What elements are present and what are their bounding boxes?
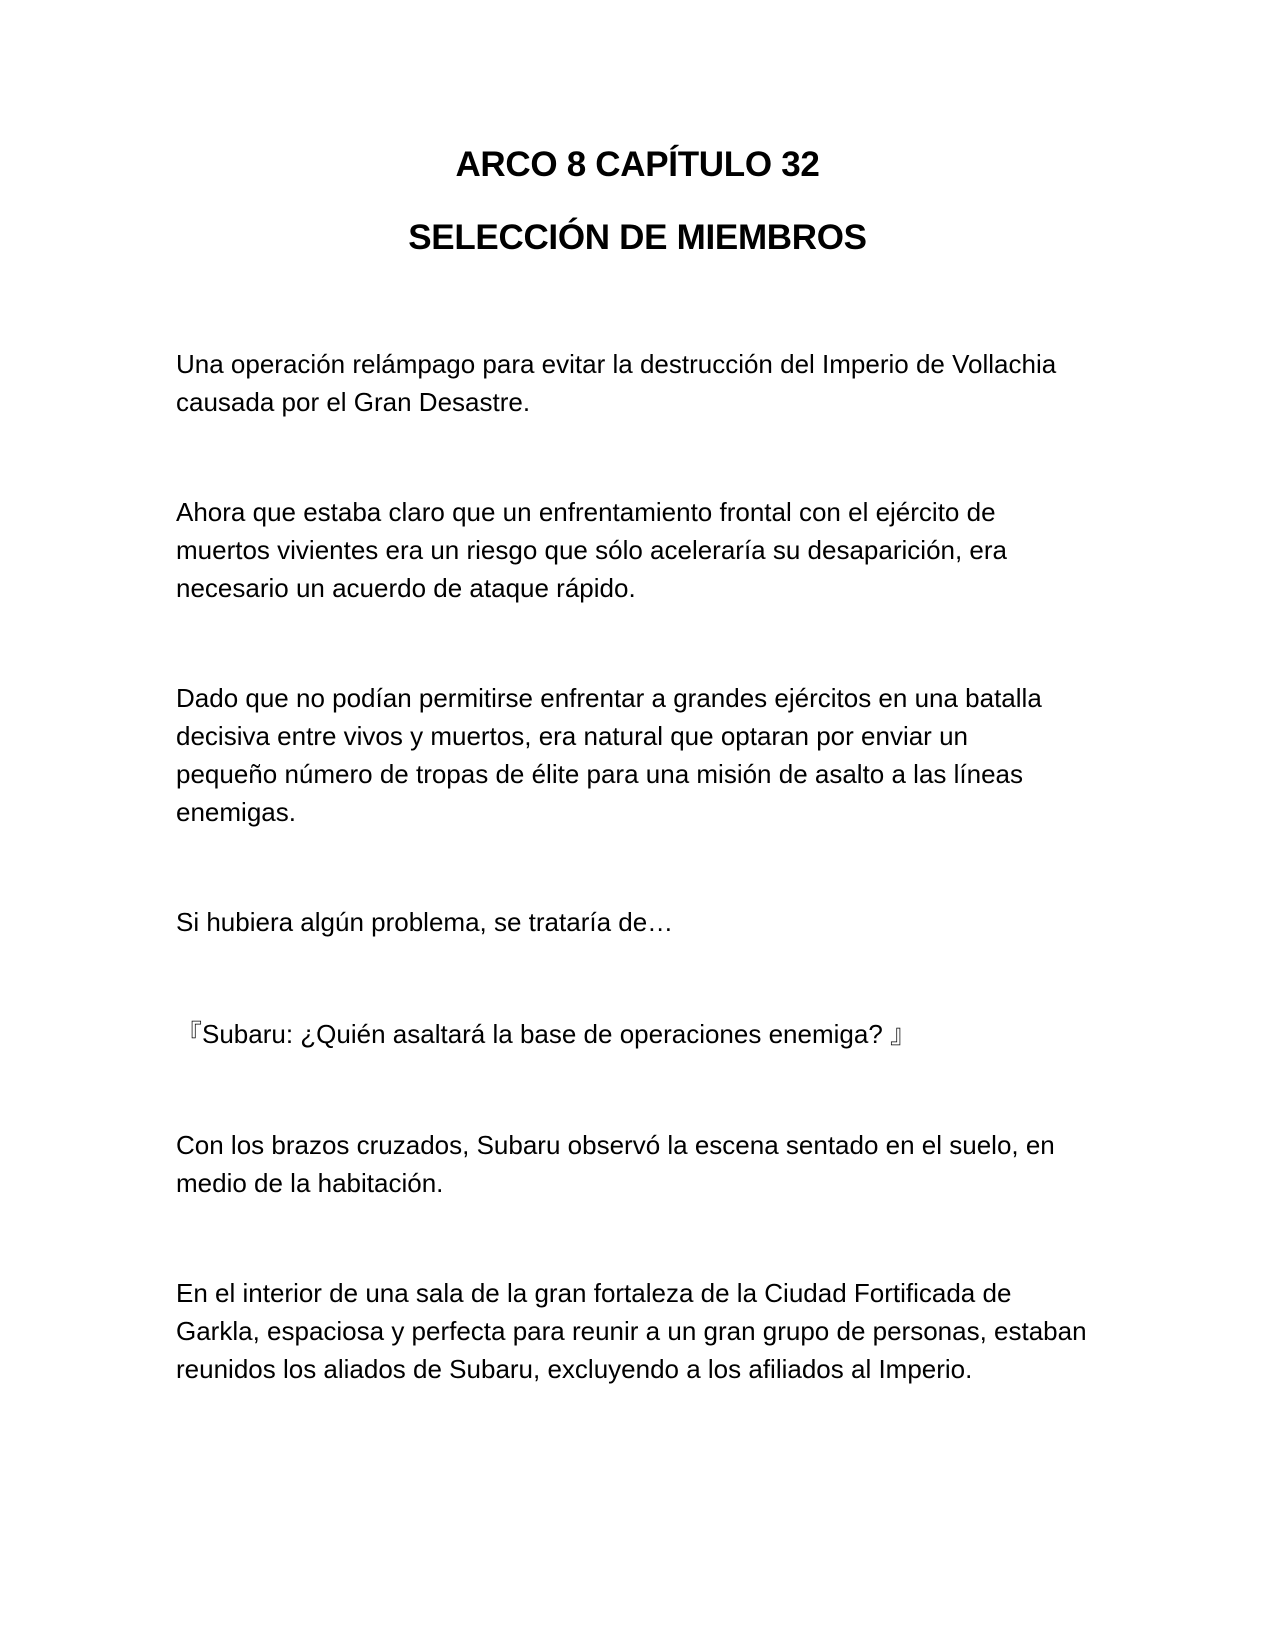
paragraph-line: medio de la habitación. bbox=[176, 1168, 444, 1198]
chapter-subtitle: SELECCIÓN DE MIEMBROS bbox=[408, 218, 867, 257]
paragraph-line: Dado que no podían permitirse enfrentar a grandes ejércitos en una batalla bbox=[176, 683, 1042, 713]
paragraph-2 bbox=[176, 493, 1116, 607]
paragraph-line: causada por el Gran Desastre. bbox=[176, 387, 531, 417]
paragraph-line: En el interior de una sala de la gran fortaleza de la Ciudad Fortificada de bbox=[176, 1278, 1012, 1308]
paragraph-6 bbox=[176, 1126, 1116, 1202]
paragraph-line: Una operación relámpago para evitar la destrucción del Imperio de Vollachia bbox=[176, 349, 1057, 379]
paragraph-line: decisiva entre vivos y muertos, era natural que optaran por enviar un bbox=[176, 721, 968, 751]
paragraph-line: muertos vivientes era un riesgo que sólo aceleraría su desaparición, era bbox=[176, 535, 1008, 565]
paragraph-3 bbox=[176, 679, 1116, 831]
dialogue-text: 『Subaru: ¿Quién asaltará la base de operaciones enemiga? 』 bbox=[176, 1019, 916, 1049]
dialogue-line bbox=[176, 1015, 1116, 1053]
paragraph-1 bbox=[176, 345, 1116, 421]
paragraph-7 bbox=[176, 1274, 1116, 1388]
paragraph-line: Garkla, espaciosa y perfecta para reunir a un gran grupo de personas, estaban bbox=[176, 1316, 1087, 1346]
paragraph-line: Con los brazos cruzados, Subaru observó la escena sentado en el suelo, en bbox=[176, 1130, 1055, 1160]
chapter-heading bbox=[0, 145, 1275, 258]
paragraph-line: pequeño número de tropas de élite para una misión de asalto a las líneas bbox=[176, 759, 1024, 789]
paragraph-line: necesario un acuerdo de ataque rápido. bbox=[176, 573, 636, 603]
paragraph-line: enemigas. bbox=[176, 797, 296, 827]
paragraph-line: reunidos los aliados de Subaru, excluyendo a los afiliados al Imperio. bbox=[176, 1354, 973, 1384]
chapter-title: ARCO 8 CAPÍTULO 32 bbox=[455, 145, 820, 184]
paragraph-line: Si hubiera algún problema, se trataría de… bbox=[176, 907, 674, 937]
paragraph-line: Ahora que estaba claro que un enfrentamiento frontal con el ejército de bbox=[176, 497, 996, 527]
paragraph-4 bbox=[176, 903, 1116, 941]
